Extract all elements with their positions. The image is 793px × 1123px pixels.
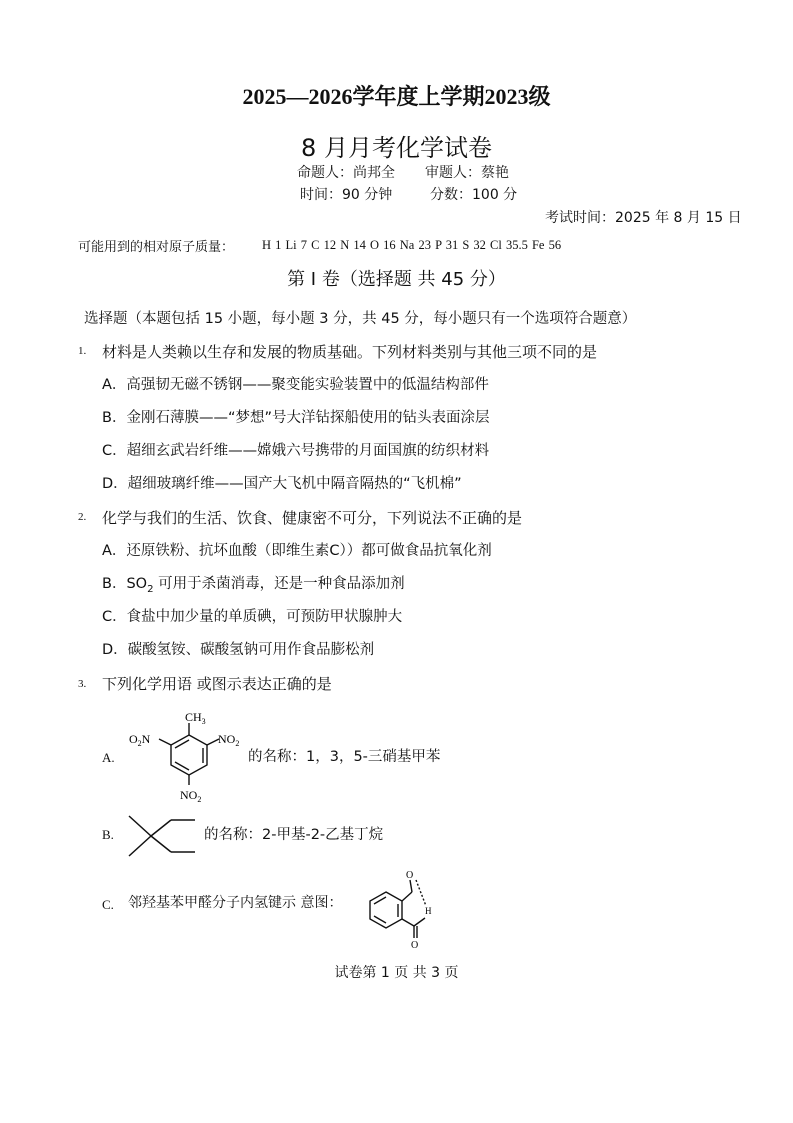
question-option: D．碳酸氢铵、碳酸氢钠可用作食品膨松剂 — [102, 642, 375, 658]
section-title: 第 I 卷（选择题 共 45 分） — [287, 269, 506, 290]
question-text: 化学与我们的生活、饮食、健康密不可分，下列说法不正确的是 — [102, 509, 523, 527]
option-b-subscript: 2 — [147, 583, 154, 595]
option-c-text: 邻羟基苯甲醛分子内氢键示 意图： — [128, 895, 343, 911]
exam-title-line2: 8 月月考化学试卷 — [301, 134, 492, 162]
exam-date: 考试时间：2025 年 8 月 15 日 — [545, 210, 742, 226]
question-number: 2. — [78, 511, 87, 523]
alkane-skeletal-structure — [125, 812, 200, 860]
exam-score: 分数：100 分 — [430, 187, 518, 203]
question-number: 1. — [78, 345, 87, 357]
question-option: D．超细玻璃纤维——国产大飞机中隔音隔热的“飞机棉” — [102, 476, 462, 492]
question-option: A．高强韧无磁不锈钢——聚变能实验装置中的低温结构部件 — [102, 377, 489, 393]
question-number: 3. — [78, 678, 87, 690]
page-footer: 试卷第 1 页 共 3 页 — [334, 965, 459, 981]
question-option: A．还原铁粉、抗坏血酸（即维生素C））都可做食品抗氧化剂 — [102, 543, 492, 559]
option-a-text: 的名称：1，3，5-三硝基甲苯 — [248, 749, 441, 765]
option-b-rest: 可用于杀菌消毒，还是一种食品添加剂 — [153, 576, 405, 592]
question-option: C．超细玄武岩纤维——嫦娥六号携带的月面国旗的纺织材料 — [102, 443, 490, 459]
section-instructions: 选择题（本题包括 15 小题，每小题 3 分，共 45 分，每小题只有一个选项符合题意） — [84, 311, 637, 327]
question-option: C．食盐中加少量的单质碘，可预防甲状腺肿大 — [102, 609, 403, 625]
exam-title-line1: 2025—2026学年度上学期2023级 — [242, 84, 551, 109]
reviewer: 审题人：蔡艳 — [425, 165, 509, 181]
question-option: B．金刚石薄膜——“梦想”号大洋钻探船使用的钻头表面涂层 — [102, 410, 490, 426]
carbonyl-o-label: O — [411, 940, 419, 951]
ch3-label: $CH_3$ — [185, 710, 206, 726]
option-b-prefix: B．SO — [102, 576, 148, 592]
atomic-masses-label: 可能用到的相对原子质量： — [78, 240, 235, 255]
salicylaldehyde-structure — [362, 862, 442, 952]
setter: 命题人：尚邦全 — [297, 165, 395, 181]
trinitrotoluene-structure — [125, 705, 250, 805]
exam-duration: 时间：90 分钟 — [300, 187, 393, 203]
no2-label-bottom: $NO_2$ — [180, 788, 202, 804]
question-text: 下列化学用语 或图示表达正确的是 — [102, 675, 332, 693]
option-b-text: 的名称：2-甲基-2-乙基丁烷 — [204, 827, 384, 843]
no2-label-right: $NO_2$ — [218, 732, 240, 748]
question-text: 材料是人类赖以生存和发展的物质基础。下列材料类别与其他三项不同的是 — [102, 343, 598, 361]
o2n-label: $O_2N$ — [129, 732, 151, 748]
option-letter: C. — [102, 897, 114, 912]
aldehyde-h-label: H — [425, 906, 432, 916]
question-option — [102, 572, 405, 595]
option-letter: B. — [102, 827, 114, 842]
atomic-masses: H 1 Li 7 C 12 N 14 O 16 Na 23 P 31 S 32 Cl 35.5 Fe 56 — [262, 238, 562, 252]
option-letter: A. — [102, 750, 115, 765]
hydroxyl-o-label: O — [406, 870, 414, 881]
